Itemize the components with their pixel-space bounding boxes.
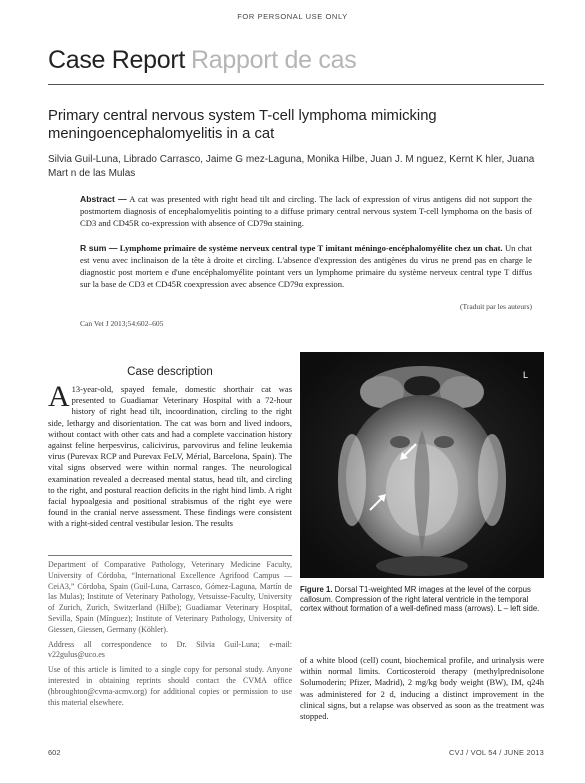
case-description-paragraph: [48, 380, 292, 530]
resume: [80, 242, 532, 290]
page-number: 602: [48, 748, 61, 757]
abstract-label: Abstract —: [80, 194, 127, 204]
figure-caption: [300, 585, 540, 614]
figure-side-marker: L: [523, 370, 529, 380]
author-list: Silvia Guil-Luna, Librado Carrasco, Jaime G mez-Laguna, Monika Hilbe, Juan J. M nguez, Kernt K hler, Juana Mart n de las Mulas: [48, 154, 535, 179]
personal-use-note: FOR PERSONAL USE ONLY: [237, 12, 348, 21]
header-rule: [48, 84, 544, 85]
case-description-continuation: of a white blood (cell) count, biochemical profile, and urinalysis were within normal limits. Corticosteroid therapy (methylprednisolone Solumoderin; Pfizer, Madrid), 2 mg/kg body weight (BW), IM, q24h was administered for 2 d, inducing a distinct improvement in the clinical signs, but a relapse was observed as soon as the treatment was stopped.: [300, 655, 544, 722]
figure-caption-label: Figure 1.: [300, 585, 333, 594]
article-title: Primary central nervous system T-cell lymphoma mimicking meningoencephalomyelitis in a cat: [48, 108, 437, 142]
resume-label: R sum —: [80, 243, 118, 253]
resume-title: Lymphome primaire de système nerveux central type T imitant méningo-encéphalomyélite chez un chat.: [119, 243, 503, 253]
section-title-english: Case Report: [48, 46, 186, 74]
mri-brain-scan-image: [300, 352, 544, 578]
journal-footer: CVJ / VOL 54 / JUNE 2013: [449, 748, 544, 757]
abstract-text: A cat was presented with right head tilt and circling. The lack of expression of virus antigens did not support the postmortem diagnosis of encephalomyelitis pointing to a diffuse primary central nervous system T-cell lymphoma on the basis of CD3 and CD45R co-expression with absence of CD79α staining.: [80, 194, 532, 228]
section-title-french: Rapport de cas: [191, 46, 357, 74]
translator-note: (Traduit par les auteurs): [460, 302, 532, 311]
journal-citation: Can Vet J 2013;54:602–605: [80, 319, 164, 328]
resume-text: Un chat est venu avec inclinaison de la tête à droite et circling. L'absence d'expression des antigènes du virus ne prend pas en charge le diagnostic post mortem e d'une encéphalomyélite pointant vers un lymphome primaire du système nerveux central type T diffus sur la base de CD3 et CD45R coexpression avec absence CD79α expression.: [80, 243, 533, 289]
upper-arrow-icon: [396, 440, 420, 464]
case-description-text: 13-year-old, spayed female, domestic shorthair cat was presented to Guadiamar Veterinary Hospital with a 72-hour history of right head tilt, incoordination, circling to the right side, lethargy and disorientation. The cat was born and lived indoors, without contact with other cats and had a complete vaccination history against feline herpesvirus, calicivirus, parvovirus and feline leukemia virus (Purevax RCP and Purevax FeLV, Mérial, Barcelona, Spain). The vital signs observed were within normal ranges. The neurological examination revealed a decreased mental status, head tilt, and circling to the right, and postural reaction deficits in the right hind limb. A right facial hypoalgesia and positional strabismus of the right eye were found in the cranial nerve assessment. These findings were consistent with a right-sided central vestibular lesion. The results: [48, 384, 292, 529]
affiliation-departments: Department of Comparative Pathology, Veterinary Medicine Faculty, University of Córdoba, “International Excellence Agrifood Campus — CeiA3,” Córdoba, Spain (Guil-Luna, Carrasco, Gómez-Laguna, Martín de las Mulas); Institute of Veterinary Pathology, Vetsuisse-Faculty, University of Zurich, Zurich, Switzerland (Hilbe); Guadiamar Veterinary Hospital, Sevilla, Spain (Mínguez); Institute of Veterinary Pathology, University of Giessen, Giessen, Germany (Köhler).: [48, 560, 292, 634]
lower-arrow-icon: [366, 490, 390, 514]
usage-notice: Use of this article is limited to a single copy for personal study. Anyone interested in obtaining reprints should contact the CVMA office (hbroughton@cvma-acmv.org) for additional copies or permission to use this material elsewhere.: [48, 665, 292, 707]
figure-caption-text: Dorsal T1-weighted MR images at the level of the corpus callosum. Compression of the right lateral ventricle in the temporal cortex without formation of a well-defined mass (arrows). L – left side.: [300, 585, 540, 614]
correspondence-address: Address all correspondence to Dr. Silvia Guil-Luna; e-mail: v22gulus@uco.es: [48, 639, 292, 660]
abstract: [80, 193, 532, 229]
section-title: [48, 46, 356, 75]
mri-figure: [300, 352, 544, 578]
affiliation-block: [48, 560, 292, 712]
affiliation-rule: [48, 555, 292, 556]
drop-cap: A: [48, 380, 70, 413]
case-description-heading: Case description: [127, 366, 213, 378]
